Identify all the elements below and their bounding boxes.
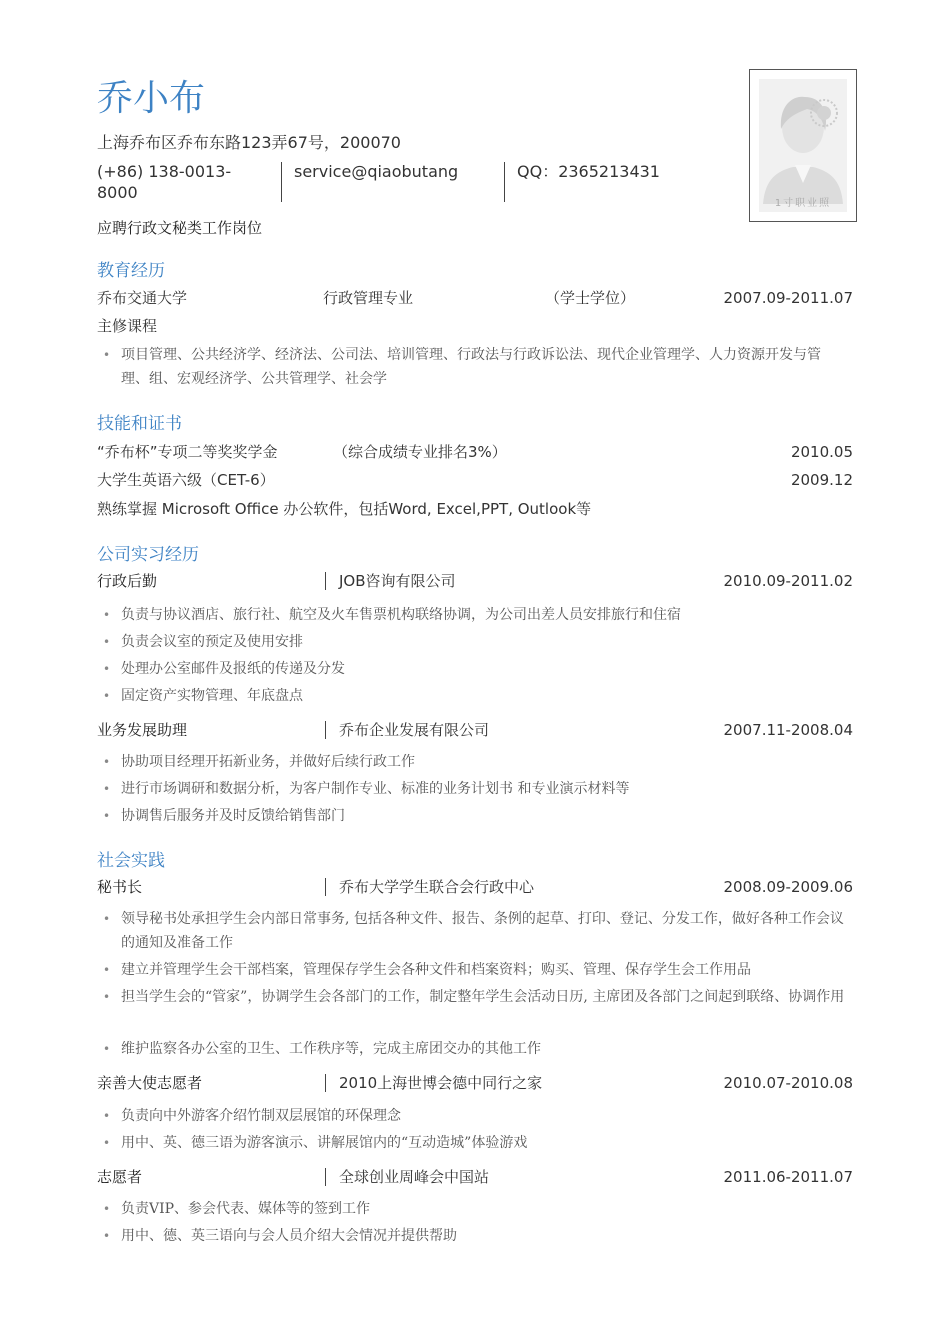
bullet-text: 维护监察各办公室的卫生、工作秩序等，完成主席团交办的其他工作 [121, 1041, 541, 1057]
bullet-text: 用中、德、英三语向与会人员介绍大会情况并提供帮助 [121, 1228, 457, 1244]
list-item: • 负责向中外游客介绍竹制双层展馆的环保理念 [103, 1104, 848, 1128]
skill-row [97, 469, 853, 491]
bullet-text: 固定资产实物管理、年底盘点 [121, 688, 303, 704]
role-dates: 2008.09-2009.06 [723, 878, 853, 896]
major: 行政管理专业 [323, 289, 414, 307]
list-item: • 负责会议室的预定及使用安排 [103, 630, 848, 654]
list-item: • 负责与协议酒店、旅行社、航空及火车售票机构联络协调，为公司出差人员安排旅行和住宿 [103, 603, 848, 627]
qq: QQ：2365213431 [517, 162, 660, 181]
bullet-text: 处理办公室邮件及报纸的传递及分发 [121, 661, 345, 677]
role-dates: 2011.06-2011.07 [723, 1168, 853, 1186]
list-item: • 建立并管理学生会干部档案，管理保存学生会各种文件和档案资料；购买、管理、保存学生会工作用品 [103, 958, 848, 982]
job-dates: 2007.11-2008.04 [723, 721, 853, 739]
courses-text: 项目管理、公共经济学、经济法、公司法、培训管理、行政法与行政诉讼法、现代企业管理学、人力资源开发与管理、组、宏观经济学、公共管理学、社会学 [121, 347, 821, 387]
list-item: • 用中、英、德三语为游客演示、讲解展馆内的“互动造城”体验游戏 [103, 1131, 848, 1155]
candidate-name: 乔小布 [97, 78, 206, 119]
skill-date: 2010.05 [790, 443, 853, 461]
bullet-text: 领导秘书处承担学生会内部日常事务, 包括各种文件、报告、条例的起草、打印、登记、分发工作，做好各种工作会议的通知及准备工作 [121, 911, 844, 951]
role-header [97, 1072, 853, 1094]
degree: （学士学位） [545, 289, 636, 307]
job-title: 业务发展助理 [97, 721, 188, 739]
person-silhouette-icon [759, 79, 847, 212]
bullet-text: 进行市场调研和数据分析，为客户制作专业、标准的业务计划书 和专业演示材料等 [121, 781, 630, 797]
bullet-text: 担当学生会的“管家”，协调学生会各部门的工作，制定整年学生会活动日历, 主席团及各部门之间起到联络、协调作用 [121, 989, 845, 1005]
bullet-text: 负责与协议酒店、旅行社、航空及火车售票机构联络协调，为公司出差人员安排旅行和住宿 [121, 607, 681, 623]
list-item: • 固定资产实物管理、年底盘点 [103, 684, 848, 708]
job-org: 乔布企业发展有限公司 [325, 721, 489, 739]
list-item: • 维护监察各办公室的卫生、工作秩序等，完成主席团交办的其他工作 [103, 1037, 848, 1061]
bullet-text: 负责向中外游客介绍竹制双层展馆的环保理念 [121, 1108, 401, 1124]
role-header [97, 1166, 853, 1188]
bullet-text: 负责VIP、参会代表、媒体等的签到工作 [121, 1201, 371, 1217]
bullet-text: 负责会议室的预定及使用安排 [121, 634, 303, 650]
role-header [97, 876, 853, 898]
list-item: • 处理办公室邮件及报纸的传递及分发 [103, 657, 848, 681]
role-org: 乔布大学学生联合会行政中心 [325, 878, 534, 896]
bullet-text: 协助项目经理开拓新业务，并做好后续行政工作 [121, 754, 415, 770]
skill-row [97, 498, 853, 520]
section-heading-social: 社会实践 [97, 851, 165, 871]
job-header [97, 570, 853, 592]
photo-caption: 1寸职业照 [774, 198, 832, 209]
role-title: 秘书长 [97, 878, 143, 896]
photo-frame [749, 69, 857, 222]
section-heading-education: 教育经历 [97, 261, 165, 281]
job-title: 行政后勤 [97, 572, 158, 590]
section-heading-internship: 公司实习经历 [97, 545, 199, 565]
education-row [97, 287, 853, 309]
role-title: 志愿者 [97, 1168, 143, 1186]
role-dates: 2010.07-2010.08 [723, 1074, 853, 1092]
job-header [97, 719, 853, 741]
role-title: 亲善大使志愿者 [97, 1074, 203, 1092]
list-item: • 用中、德、英三语向与会人员介绍大会情况并提供帮助 [103, 1224, 848, 1248]
education-dates: 2007.09-2011.07 [723, 289, 853, 307]
email: service@qiaobutang [294, 162, 459, 181]
job-dates: 2010.09-2011.02 [723, 572, 853, 590]
skill-row [97, 441, 853, 463]
list-item: • 协调售后服务并及时反馈给销售部门 [103, 804, 848, 828]
skill-text: “乔布杯”专项二等奖奖学金 [97, 443, 278, 461]
role-org: 2010上海世博会德中同行之家 [325, 1074, 542, 1092]
list-item: • 项目管理、公共经济学、经济法、公司法、培训管理、行政法与行政诉讼法、现代企业管理学、人力资源开发与管理、组、宏观经济学、公共管理学、社会学 [103, 343, 848, 391]
phone: (+86) 138-0013-8000 [97, 162, 232, 202]
role-org: 全球创业周峰会中国站 [325, 1168, 489, 1186]
skill-text: 大学生英语六级（CET-6） [97, 471, 275, 489]
contact-divider [504, 162, 505, 202]
job-objective: 应聘行政文秘类工作岗位 [97, 219, 263, 237]
list-item: • 负责VIP、参会代表、媒体等的签到工作 [103, 1197, 848, 1221]
job-org: JOB咨询有限公司 [325, 572, 456, 590]
bullet-text: 建立并管理学生会干部档案，管理保存学生会各种文件和档案资料；购买、管理、保存学生会工作用品 [121, 962, 751, 978]
skill-note: （综合成绩专业排名3%） [333, 443, 507, 461]
address: 上海乔布区乔布东路123弄67号，200070 [97, 133, 401, 152]
list-item: • 协助项目经理开拓新业务，并做好后续行政工作 [103, 750, 848, 774]
skill-date: 2009.12 [790, 471, 853, 489]
list-item: • 领导秘书处承担学生会内部日常事务, 包括各种文件、报告、条例的起草、打印、登记、分发工作，做好各种工作会议的通知及准备工作 [103, 907, 848, 955]
list-item: • 担当学生会的“管家”，协调学生会各部门的工作，制定整年学生会活动日历, 主席团及各部门之间起到联络、协调作用 [103, 985, 848, 1009]
avatar [759, 79, 847, 212]
contact-divider [281, 162, 282, 202]
bullet-text: 用中、英、德三语为游客演示、讲解展馆内的“互动造城”体验游戏 [121, 1135, 528, 1151]
school: 乔布交通大学 [97, 289, 188, 307]
list-item: • 进行市场调研和数据分析，为客户制作专业、标准的业务计划书 和专业演示材料等 [103, 777, 848, 801]
skill-text: 熟练掌握 Microsoft Office 办公软件，包括Word, Excel,PPT, Outlook等 [97, 500, 592, 518]
courses-label: 主修课程 [97, 317, 158, 335]
bullet-text: 协调售后服务并及时反馈给销售部门 [121, 808, 345, 824]
section-heading-skills: 技能和证书 [97, 414, 182, 434]
